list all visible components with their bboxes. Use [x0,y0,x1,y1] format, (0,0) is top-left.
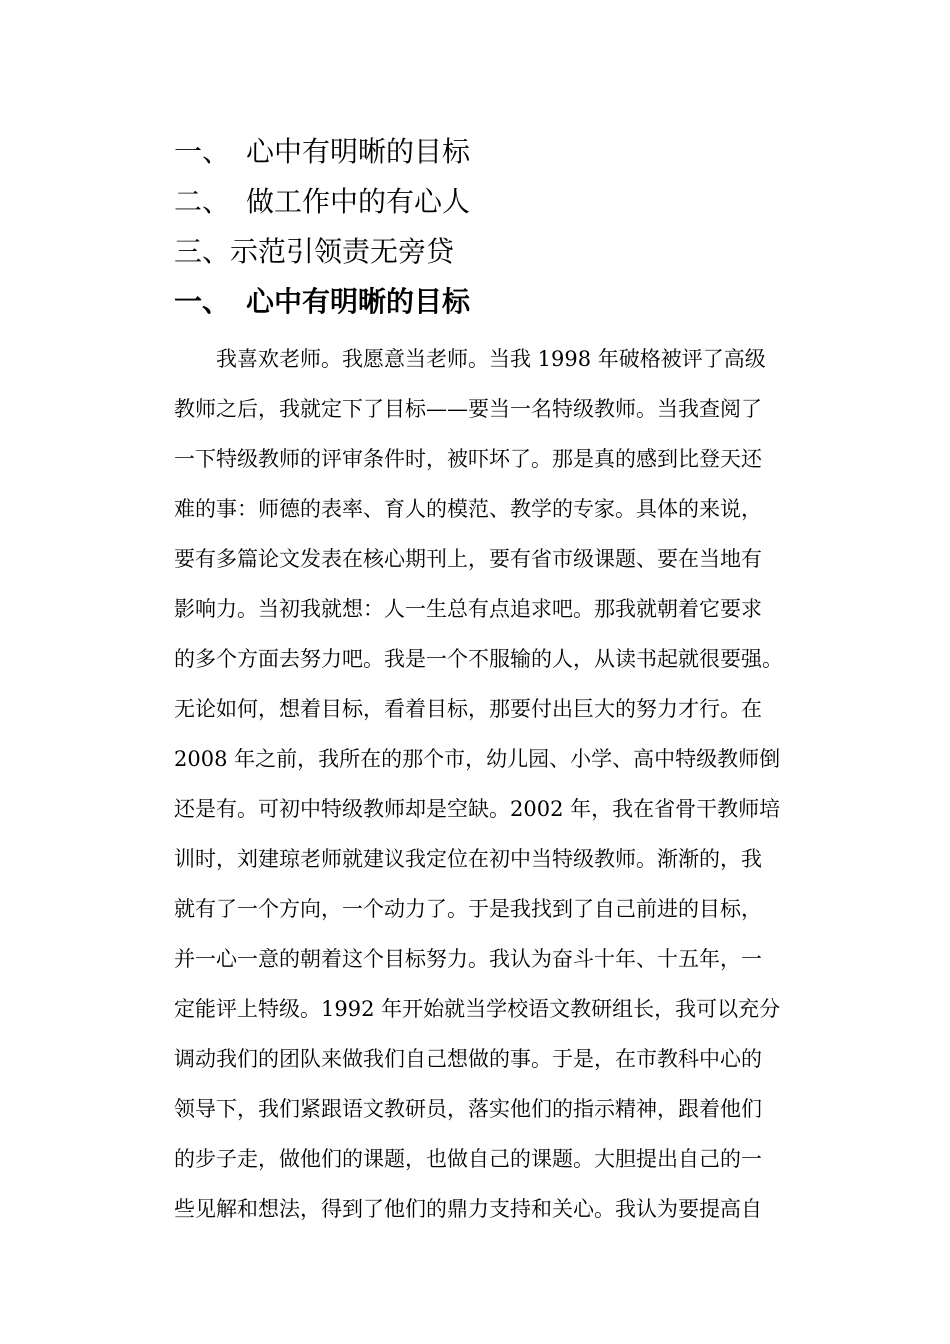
paragraph-line: 的多个方面去努力吧。我是一个不服输的人，从读书起就很要强。 [174,647,783,671]
paragraph-line: 要有多篇论文发表在核心期刊上，要有省市级课题、要在当地有 [174,547,762,571]
paragraph-line: 影响力。当初我就想：人一生总有点追求吧。那我就朝着它要求 [174,597,762,621]
outline-item-3 [174,234,454,270]
paragraph-line: 的步子走，做他们的课题，也做自己的课题。大胆提出自己的一 [174,1147,762,1171]
paragraph-line: 我喜欢老师。我愿意当老师。当我 1998 年破格被评了高级 [174,347,766,371]
paragraph-line: 教师之后，我就定下了目标——要当一名特级教师。当我查阅了 [174,397,762,421]
paragraph-line: 并一心一意的朝着这个目标努力。我认为奋斗十年、十五年，一 [174,947,762,971]
paragraph-line: 调动我们的团队来做我们自己想做的事。于是，在市教科中心的 [174,1047,762,1071]
paragraph-line: 2008 年之前，我所在的那个市，幼儿园、小学、高中特级教师倒 [174,747,781,771]
section-heading-number: 一、 [174,285,231,318]
paragraph-line: 些见解和想法，得到了他们的鼎力支持和关心。我认为要提高自 [174,1197,762,1221]
paragraph-line: 领导下，我们紧跟语文教研员，落实他们的指示精神，跟着他们 [174,1097,762,1121]
paragraph-line: 还是有。可初中特级教师却是空缺。2002 年，我在省骨干教师培 [174,797,781,821]
body-paragraph [174,334,824,1234]
paragraph-line: 难的事：师德的表率、育人的模范、教学的专家。具体的来说， [174,497,762,521]
paragraph-line: 训时，刘建琼老师就建议我定位在初中当特级教师。渐渐的，我 [174,847,762,871]
paragraph-line: 无论如何，想着目标，看着目标，那要付出巨大的努力才行。在 [174,697,762,721]
outline-item-2 [174,184,470,220]
outline-item-2-title: 做工作中的有心人 [246,185,471,218]
paragraph-line: 就有了一个方向，一个动力了。于是我找到了自己前进的目标， [174,897,762,921]
outline-item-3-title: 三、示范引领责无旁贷 [174,235,455,268]
outline-item-1 [174,134,470,170]
outline-item-1-number: 一、 [174,135,231,168]
paragraph-line: 定能评上特级。1992 年开始就当学校语文教研组长，我可以充分 [174,997,781,1021]
paragraph-line: 一下特级教师的评审条件时，被吓坏了。那是真的感到比登天还 [174,447,762,471]
outline-item-1-title: 心中有明晰的目标 [246,135,471,168]
outline-item-2-number: 二、 [174,185,231,218]
section-heading-title: 心中有明晰的目标 [246,285,471,318]
section-heading [174,284,470,320]
